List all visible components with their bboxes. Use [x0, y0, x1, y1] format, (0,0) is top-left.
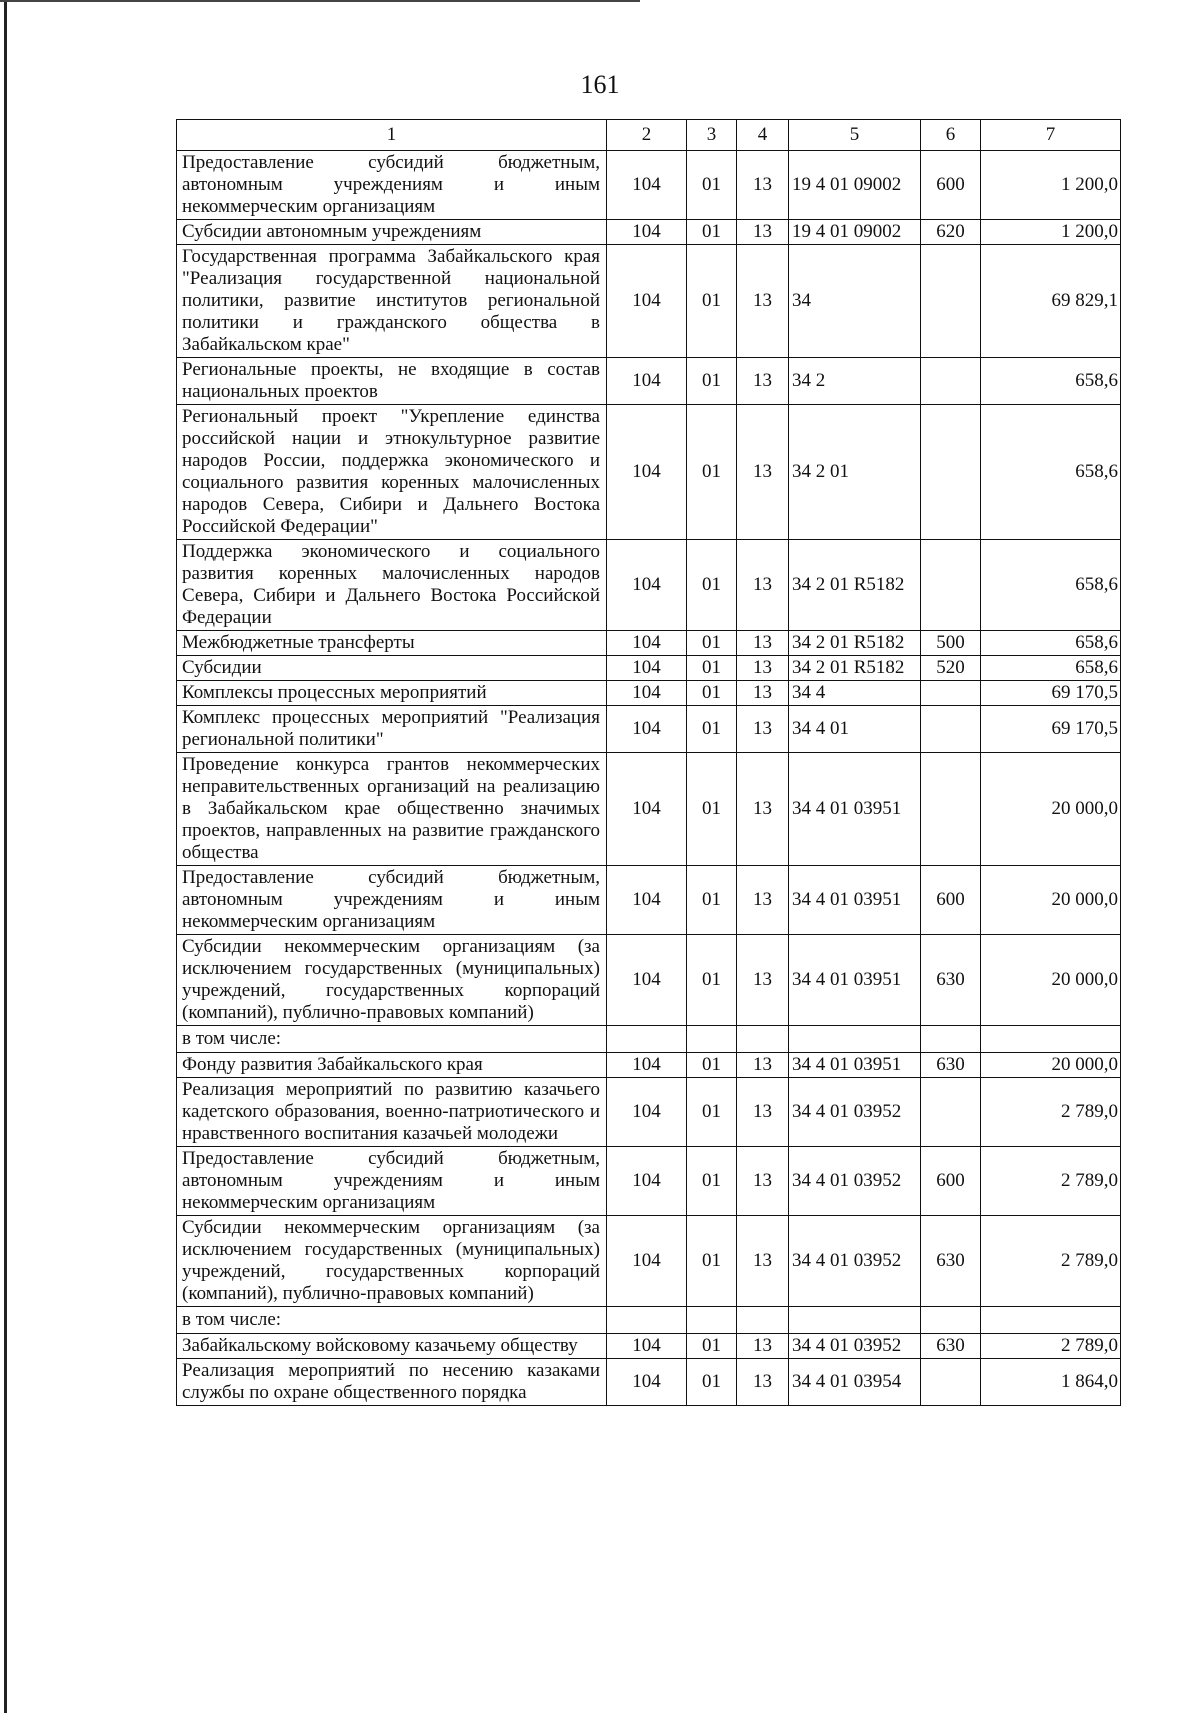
- target-item-cell: 34 4 01 03952: [789, 1147, 921, 1216]
- page-number: 161: [580, 70, 620, 99]
- target-item-cell: 19 4 01 09002: [789, 220, 921, 245]
- amount-cell: 69 170,5: [981, 681, 1121, 706]
- amount-cell: 2 789,0: [981, 1334, 1121, 1359]
- code-cell: 104: [607, 540, 687, 631]
- target-item-cell: 34 4 01 03952: [789, 1078, 921, 1147]
- table-row: [177, 1216, 1121, 1307]
- section-cell: 01: [687, 1359, 737, 1406]
- row-name-cell: в том числе:: [177, 1026, 607, 1053]
- code-cell: 104: [607, 1078, 687, 1147]
- expense-type-cell: [921, 358, 981, 405]
- target-item-cell: 34 4 01 03952: [789, 1334, 921, 1359]
- code-cell: 104: [607, 866, 687, 935]
- section-cell: 01: [687, 405, 737, 540]
- table-row: [177, 935, 1121, 1026]
- code-cell: [607, 1307, 687, 1334]
- amount-cell: 658,6: [981, 631, 1121, 656]
- target-item-cell: [789, 1026, 921, 1053]
- table-row: [177, 151, 1121, 220]
- table-row: [177, 753, 1121, 866]
- target-item-cell: 34 4 01 03952: [789, 1216, 921, 1307]
- expense-type-cell: 500: [921, 631, 981, 656]
- expense-type-cell: [921, 1078, 981, 1147]
- table-row: [177, 866, 1121, 935]
- row-name-cell: Предоставление субсидий бюджетным, автономным учреждениям и иным некоммерческим организациям: [177, 1147, 607, 1216]
- section-cell: 01: [687, 631, 737, 656]
- section-cell: 01: [687, 1147, 737, 1216]
- target-item-cell: 34 4: [789, 681, 921, 706]
- subsection-cell: 13: [737, 753, 789, 866]
- row-name-cell: Субсидии автономным учреждениям: [177, 220, 607, 245]
- table-row: [177, 358, 1121, 405]
- target-item-cell: 34 4 01 03951: [789, 1053, 921, 1078]
- column-header: 7: [981, 120, 1121, 151]
- column-header: 5: [789, 120, 921, 151]
- table-row: [177, 245, 1121, 358]
- section-cell: [687, 1307, 737, 1334]
- table-row: [177, 1078, 1121, 1147]
- table-row: [177, 540, 1121, 631]
- table-row: [177, 656, 1121, 681]
- code-cell: 104: [607, 706, 687, 753]
- subsection-cell: 13: [737, 935, 789, 1026]
- amount-cell: 658,6: [981, 358, 1121, 405]
- code-cell: 104: [607, 631, 687, 656]
- code-cell: 104: [607, 1053, 687, 1078]
- subsection-cell: 13: [737, 1216, 789, 1307]
- section-cell: [687, 1026, 737, 1053]
- row-name-cell: Субсидии некоммерческим организациям (за исключением государственных (муниципальных) учреждений, государственных корпораций (компаний), публично-правовых компаний): [177, 1216, 607, 1307]
- expense-type-cell: [921, 245, 981, 358]
- amount-cell: 69 829,1: [981, 245, 1121, 358]
- code-cell: 104: [607, 1147, 687, 1216]
- target-item-cell: 34 2 01 R5182: [789, 540, 921, 631]
- subsection-cell: [737, 1026, 789, 1053]
- target-item-cell: 34: [789, 245, 921, 358]
- row-name-cell: Межбюджетные трансферты: [177, 631, 607, 656]
- row-name-cell: Комплекс процессных мероприятий "Реализация региональной политики": [177, 706, 607, 753]
- amount-cell: 2 789,0: [981, 1216, 1121, 1307]
- section-cell: 01: [687, 753, 737, 866]
- section-cell: 01: [687, 540, 737, 631]
- code-cell: 104: [607, 1216, 687, 1307]
- expense-type-cell: 600: [921, 1147, 981, 1216]
- subsection-cell: 13: [737, 1359, 789, 1406]
- table-row: [177, 1359, 1121, 1406]
- table-row: [177, 1026, 1121, 1053]
- section-cell: 01: [687, 656, 737, 681]
- expense-type-cell: 630: [921, 1334, 981, 1359]
- code-cell: 104: [607, 681, 687, 706]
- amount-cell: 1 864,0: [981, 1359, 1121, 1406]
- subsection-cell: [737, 1307, 789, 1334]
- row-name-cell: Забайкальскому войсковому казачьему обществу: [177, 1334, 607, 1359]
- expense-type-cell: 620: [921, 220, 981, 245]
- section-cell: 01: [687, 220, 737, 245]
- target-item-cell: [789, 1307, 921, 1334]
- code-cell: [607, 1026, 687, 1053]
- table-row: [177, 1147, 1121, 1216]
- subsection-cell: 13: [737, 1053, 789, 1078]
- section-cell: 01: [687, 935, 737, 1026]
- header-row: [177, 120, 1121, 151]
- expense-type-cell: [921, 681, 981, 706]
- expense-type-cell: 630: [921, 935, 981, 1026]
- expense-type-cell: 520: [921, 656, 981, 681]
- section-cell: 01: [687, 151, 737, 220]
- expense-type-cell: [921, 1307, 981, 1334]
- column-header: 4: [737, 120, 789, 151]
- subsection-cell: 13: [737, 631, 789, 656]
- row-name-cell: Государственная программа Забайкальского края "Реализация государственной национальной политики, развитие институтов региональной политики и гражданского общества в Забайкальском крае": [177, 245, 607, 358]
- target-item-cell: 34 4 01 03954: [789, 1359, 921, 1406]
- table-row: [177, 706, 1121, 753]
- subsection-cell: 13: [737, 220, 789, 245]
- expense-type-cell: [921, 753, 981, 866]
- expense-type-cell: [921, 405, 981, 540]
- amount-cell: 20 000,0: [981, 753, 1121, 866]
- row-name-cell: в том числе:: [177, 1307, 607, 1334]
- amount-cell: 658,6: [981, 656, 1121, 681]
- subsection-cell: 13: [737, 1147, 789, 1216]
- table-row: [177, 681, 1121, 706]
- amount-cell: [981, 1026, 1121, 1053]
- code-cell: 104: [607, 405, 687, 540]
- amount-cell: 1 200,0: [981, 220, 1121, 245]
- target-item-cell: 34 4 01 03951: [789, 753, 921, 866]
- subsection-cell: 13: [737, 358, 789, 405]
- target-item-cell: 34 4 01 03951: [789, 866, 921, 935]
- expense-type-cell: [921, 706, 981, 753]
- amount-cell: 1 200,0: [981, 151, 1121, 220]
- row-name-cell: Проведение конкурса грантов некоммерческих неправительственных организаций на реализацию в Забайкальском крае общественно значимых проектов, направленных на развитие гражданского общества: [177, 753, 607, 866]
- expense-type-cell: 600: [921, 866, 981, 935]
- row-name-cell: Предоставление субсидий бюджетным, автономным учреждениям и иным некоммерческим организациям: [177, 866, 607, 935]
- subsection-cell: 13: [737, 151, 789, 220]
- amount-cell: 69 170,5: [981, 706, 1121, 753]
- amount-cell: 658,6: [981, 540, 1121, 631]
- target-item-cell: 34 2 01 R5182: [789, 631, 921, 656]
- scan-edge-left: [4, 0, 7, 1713]
- table-row: [177, 1307, 1121, 1334]
- amount-cell: 20 000,0: [981, 1053, 1121, 1078]
- code-cell: 104: [607, 245, 687, 358]
- row-name-cell: Поддержка экономического и социального развития коренных малочисленных народов Севера, Сибири и Дальнего Востока Российской Федерации: [177, 540, 607, 631]
- code-cell: 104: [607, 358, 687, 405]
- subsection-cell: 13: [737, 405, 789, 540]
- amount-cell: [981, 1307, 1121, 1334]
- column-header: 3: [687, 120, 737, 151]
- target-item-cell: 34 2: [789, 358, 921, 405]
- row-name-cell: Региональные проекты, не входящие в состав национальных проектов: [177, 358, 607, 405]
- target-item-cell: 34 4 01: [789, 706, 921, 753]
- code-cell: 104: [607, 935, 687, 1026]
- row-name-cell: Комплексы процессных мероприятий: [177, 681, 607, 706]
- table-row: [177, 220, 1121, 245]
- row-name-cell: Реализация мероприятий по несению казаками службы по охране общественного порядка: [177, 1359, 607, 1406]
- section-cell: 01: [687, 1078, 737, 1147]
- subsection-cell: 13: [737, 245, 789, 358]
- row-name-cell: Региональный проект "Укрепление единства российской нации и этнокультурное развитие народов России, поддержка экономического и социального развития коренных малочисленных народов Севера, Сибири и Дальнего Востока Российской Федерации": [177, 405, 607, 540]
- target-item-cell: 34 2 01 R5182: [789, 656, 921, 681]
- amount-cell: 20 000,0: [981, 866, 1121, 935]
- section-cell: 01: [687, 1053, 737, 1078]
- amount-cell: 2 789,0: [981, 1078, 1121, 1147]
- column-header: 6: [921, 120, 981, 151]
- table-row: [177, 1053, 1121, 1078]
- section-cell: 01: [687, 245, 737, 358]
- section-cell: 01: [687, 681, 737, 706]
- amount-cell: 2 789,0: [981, 1147, 1121, 1216]
- expense-type-cell: 600: [921, 151, 981, 220]
- row-name-cell: Предоставление субсидий бюджетным, автономным учреждениям и иным некоммерческим организациям: [177, 151, 607, 220]
- section-cell: 01: [687, 866, 737, 935]
- expense-type-cell: 630: [921, 1053, 981, 1078]
- expense-type-cell: [921, 1359, 981, 1406]
- row-name-cell: Субсидии некоммерческим организациям (за исключением государственных (муниципальных) учреждений, государственных корпораций (компаний), публично-правовых компаний): [177, 935, 607, 1026]
- target-item-cell: 34 4 01 03951: [789, 935, 921, 1026]
- expense-type-cell: [921, 1026, 981, 1053]
- table-body: [177, 151, 1121, 1406]
- code-cell: 104: [607, 1359, 687, 1406]
- subsection-cell: 13: [737, 1078, 789, 1147]
- column-header: 2: [607, 120, 687, 151]
- code-cell: 104: [607, 753, 687, 866]
- section-cell: 01: [687, 706, 737, 753]
- budget-table: [176, 119, 1121, 1406]
- amount-cell: 658,6: [981, 405, 1121, 540]
- section-cell: 01: [687, 1216, 737, 1307]
- code-cell: 104: [607, 1334, 687, 1359]
- table-row: [177, 405, 1121, 540]
- section-cell: 01: [687, 358, 737, 405]
- code-cell: 104: [607, 151, 687, 220]
- section-cell: 01: [687, 1334, 737, 1359]
- table-row: [177, 631, 1121, 656]
- subsection-cell: 13: [737, 656, 789, 681]
- subsection-cell: 13: [737, 540, 789, 631]
- subsection-cell: 13: [737, 706, 789, 753]
- subsection-cell: 13: [737, 866, 789, 935]
- table-row: [177, 1334, 1121, 1359]
- row-name-cell: Реализация мероприятий по развитию казачьего кадетского образования, военно-патриотического и нравственного воспитания казачьей молодежи: [177, 1078, 607, 1147]
- target-item-cell: 34 2 01: [789, 405, 921, 540]
- expense-type-cell: 630: [921, 1216, 981, 1307]
- target-item-cell: 19 4 01 09002: [789, 151, 921, 220]
- row-name-cell: Фонду развития Забайкальского края: [177, 1053, 607, 1078]
- code-cell: 104: [607, 656, 687, 681]
- expense-type-cell: [921, 540, 981, 631]
- subsection-cell: 13: [737, 1334, 789, 1359]
- scan-edge-top: [0, 0, 640, 2]
- subsection-cell: 13: [737, 681, 789, 706]
- code-cell: 104: [607, 220, 687, 245]
- amount-cell: 20 000,0: [981, 935, 1121, 1026]
- column-header: 1: [177, 120, 607, 151]
- row-name-cell: Субсидии: [177, 656, 607, 681]
